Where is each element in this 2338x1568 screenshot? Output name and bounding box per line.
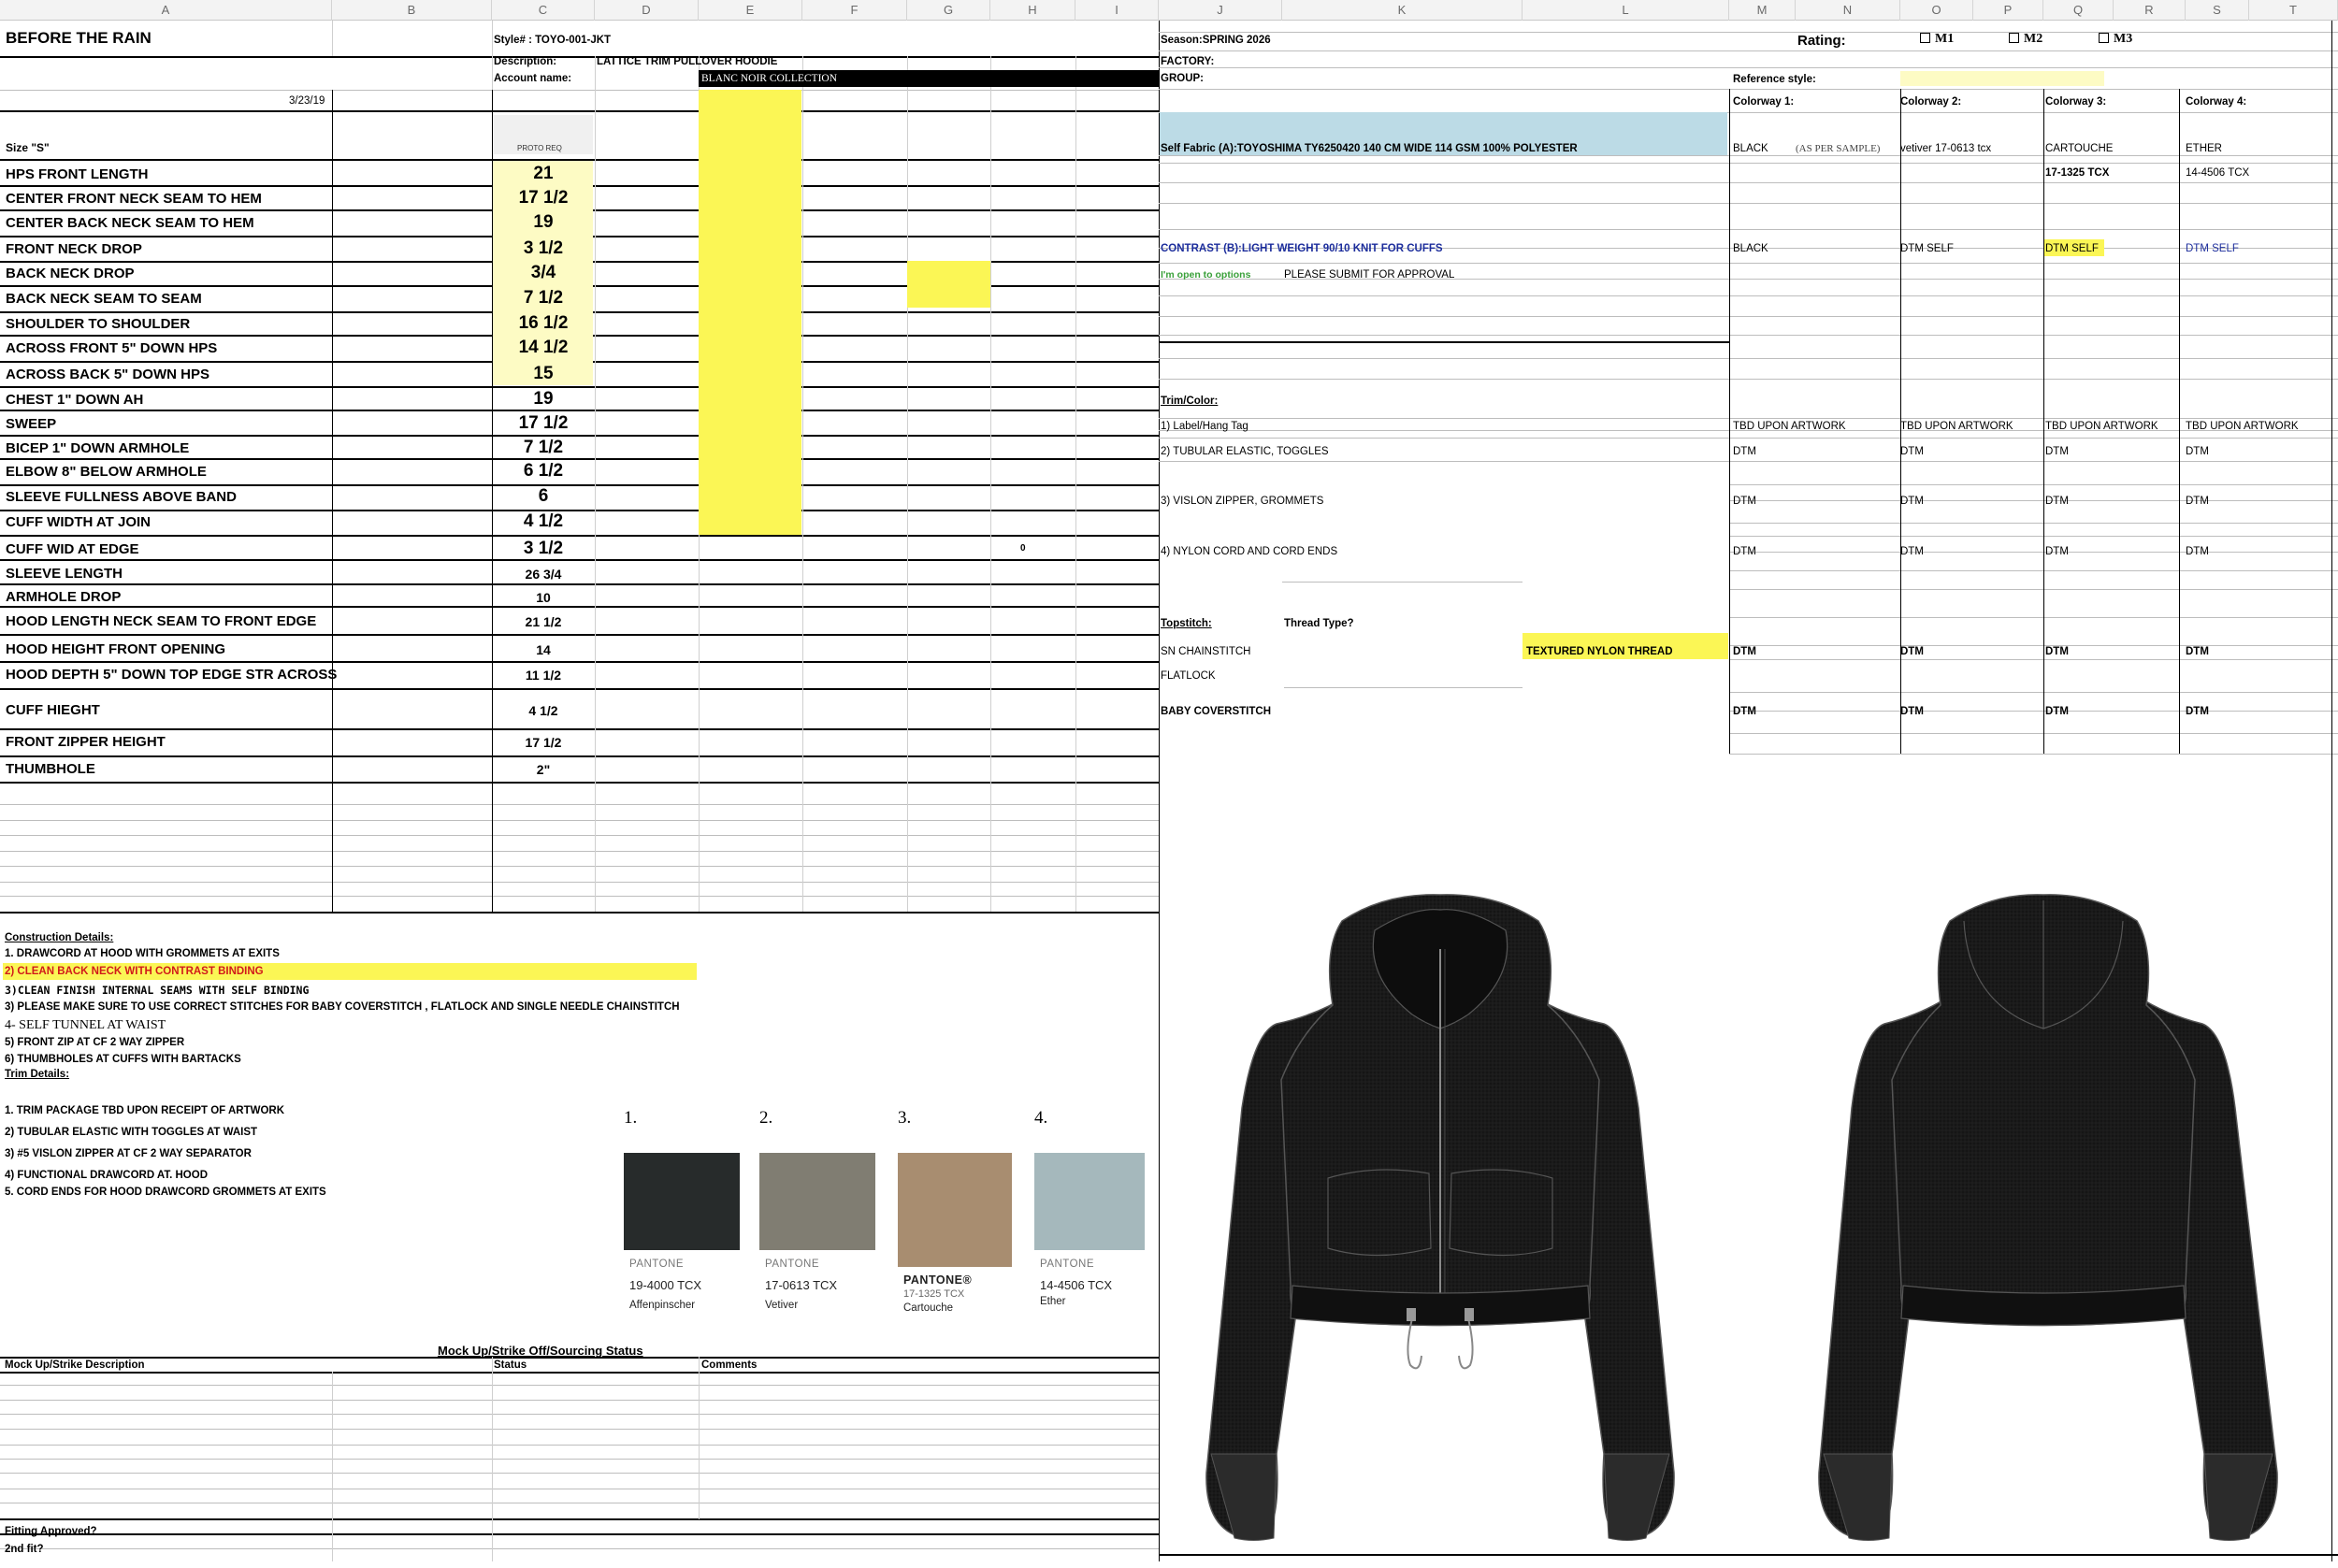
grid-line [0,1459,1159,1460]
measurement-value[interactable]: 6 1/2 [523,461,564,481]
trim-color-value[interactable]: DTM [2045,546,2069,557]
measurement-label: FRONT NECK DROP [6,241,142,257]
topstitch-value[interactable]: DTM [2186,706,2209,717]
grid-line [907,56,908,912]
grid-line [1159,67,2338,68]
grid-line [1729,536,2338,537]
grid-line [1159,341,1730,343]
topstitch-label: SN CHAINSTITCH [1161,646,1251,657]
topstitch-value[interactable]: DTM [1900,646,1924,657]
measurement-label: ELBOW 8" BELOW ARMHOLE [6,464,207,480]
grid-line [0,606,1159,608]
grid-line [1159,89,2338,90]
grid-line [0,851,1159,852]
measurement-label: ACROSS BACK 5" DOWN HPS [6,367,209,382]
grid-line [0,435,1159,437]
color-swatch [1034,1153,1145,1250]
grid-line [1159,418,2338,419]
fabric-color-4: ETHER [2186,143,2222,154]
column-header-c[interactable]: C [492,0,595,21]
grid-line [1159,335,2338,336]
contrast-fabric-label: CONTRAST (B):LIGHT WEIGHT 90/10 KNIT FOR CUFFS [1161,243,1443,254]
rating-label: Rating: [1797,33,1846,49]
grid-line [0,1473,1159,1474]
colorway-header: Colorway 3: [2045,96,2107,108]
trim-color-value[interactable]: DTM [2186,546,2209,557]
measurement-label: CUFF HIEGHT [6,702,100,718]
measurement-label: FRONT ZIPPER HEIGHT [6,734,166,750]
column-header-o[interactable]: O [1900,0,1973,21]
pantone-brand: PANTONE [765,1259,820,1270]
construction-item: 1. DRAWCORD AT HOOD WITH GROMMETS AT EXITS [5,948,280,959]
grid-line [1729,589,2338,590]
trim-color-value[interactable]: TBD UPON ARTWORK [1733,421,1846,432]
grid-line [0,912,1159,913]
pantone-name: Vetiver [765,1300,799,1311]
grid-line [1729,570,2338,571]
column-h-zero: 0 [1020,543,1026,554]
column-header-g[interactable]: G [907,0,990,21]
trim-color-value[interactable]: DTM [1900,496,1924,507]
topstitch-value[interactable]: DTM [1900,706,1924,717]
toggle-icon [1465,1308,1474,1321]
style-number: Style# : TOYO-001-JKT [494,35,612,46]
topstitch-value[interactable]: DTM [2186,646,2209,657]
grid-line [1729,692,2338,693]
contrast-color-2: DTM SELF [1900,243,1954,254]
rating-m1-label: M1 [1935,32,1955,46]
self-fabric-label: Self Fabric (A):TOYOSHIMA TY6250420 140 CM WIDE 114 GSM 100% POLYESTER [1161,143,1578,154]
trim-color-title: Trim/Color: [1161,396,1219,407]
swatch-number: 3. [898,1108,912,1128]
grid-line [1729,89,1730,754]
measurement-value[interactable]: 19 [533,389,554,409]
swatch-number: 1. [624,1108,638,1128]
measurement-label: HOOD DEPTH 5" DOWN TOP EDGE STR ACROSS [6,667,338,683]
construction-title: Construction Details: [5,932,114,943]
grid-line [0,661,1159,663]
measurement-value[interactable]: 17 1/2 [518,413,569,433]
column-header-q[interactable]: Q [2043,0,2114,21]
measurement-label: SLEEVE LENGTH [6,566,123,582]
mockup-title: Mock Up/Strike Off/Sourcing Status [438,1344,643,1358]
grid-line [1159,316,2338,317]
measurement-label: ARMHOLE DROP [6,589,122,605]
grid-line [0,804,1159,805]
grid-line [2331,21,2332,1561]
trim-color-value[interactable]: TBD UPON ARTWORK [1900,421,2013,432]
mockup-comments-header: Comments [701,1359,758,1371]
grid-line [1159,203,2338,204]
grid-line [1729,711,2338,712]
measurement-value[interactable]: 4 1/2 [528,703,558,718]
trim-color-value[interactable]: TBD UPON ARTWORK [2045,421,2158,432]
grid-line [0,1548,1159,1549]
account-value: BLANC NOIR COLLECTION [701,73,838,84]
measurement-label: CENTER FRONT NECK SEAM TO HEM [6,191,262,207]
column-header-e[interactable]: E [699,0,802,21]
grid-line [2043,89,2044,754]
column-header-d[interactable]: D [595,0,699,21]
column-header-l[interactable]: L [1523,0,1729,21]
grid-line [1159,438,2338,439]
toggle-icon [1407,1308,1416,1321]
grid-line [1729,500,2338,501]
measurement-value[interactable]: 10 [536,590,551,605]
trim-color-label: 4) NYLON CORD AND CORD ENDS [1161,546,1338,557]
pantone-code: 19-4000 TCX [629,1278,702,1292]
grid-line [1159,358,2338,359]
measurement-label: BICEP 1" DOWN ARMHOLE [6,440,190,456]
grid-line [802,56,803,912]
grid-line [1075,56,1076,912]
contrast-color-4: DTM SELF [2186,243,2239,254]
pantone-code: 17-1325 TCX [903,1288,965,1300]
measurement-label: CUFF WIDTH AT JOIN [6,514,151,530]
grid-line [1159,461,2338,462]
column-header-p[interactable]: P [1973,0,2043,21]
construction-item: 6) THUMBHOLES AT CUFFS WITH BARTACKS [5,1054,241,1065]
measurement-value[interactable]: 17 1/2 [525,735,562,750]
trim-color-value[interactable]: DTM [2186,446,2209,457]
grid-line [1729,645,2338,646]
group-label: GROUP: [1161,73,1204,84]
thread-type-value[interactable]: TEXTURED NYLON THREAD [1526,646,1673,657]
grid-line [0,1414,1159,1415]
fabric-color-2: vetiver 17-0613 tcx [1900,143,1992,154]
rating-m2-label: M2 [2024,32,2043,46]
grid-line [0,688,1159,690]
trim-color-value[interactable]: DTM [1733,546,1756,557]
grid-line [1729,484,2338,485]
measurement-value[interactable]: 3 1/2 [523,539,564,558]
grid-line [1159,263,2338,264]
grid-line [699,1357,700,1519]
measurement-value[interactable]: 19 [533,212,554,232]
pantone-name: Cartouche [903,1302,954,1314]
construction-item: 3) PLEASE MAKE SURE TO USE CORRECT STITCHES FOR BABY COVERSTITCH , FLATLOCK AND SINGLE NEEDLE CHAINSTITCH [5,1001,680,1013]
construction-item: 4- SELF TUNNEL AT WAIST [5,1018,166,1032]
grid-line [0,1445,1159,1446]
measurement-label: CUFF WID AT EDGE [6,541,139,557]
trim-color-value[interactable]: DTM [2045,496,2069,507]
column-header-a[interactable]: A [0,0,332,21]
pantone-name: Ether [1040,1296,1066,1307]
grid-line [0,896,1159,897]
measurement-value[interactable]: 7 1/2 [523,438,564,457]
grid-line [1159,21,1160,1561]
rating-m2-checkbox[interactable] [2009,33,2042,46]
grid-line [0,1429,1159,1430]
color-swatch [624,1153,740,1250]
highlight-column-e [699,90,801,535]
column-header-h[interactable]: H [990,0,1075,21]
measurement-label: HPS FRONT LENGTH [6,166,149,182]
grid-line [332,1372,333,1561]
measurement-label: ACROSS FRONT 5" DOWN HPS [6,340,218,356]
trim-color-value[interactable]: TBD UPON ARTWORK [2186,421,2299,432]
grid-line [0,386,1159,388]
hoodie-back-sketch [1810,893,2287,1547]
fabric-color-3: CARTOUCHE [2045,143,2114,154]
trim-color-value[interactable]: DTM [1733,446,1756,457]
pantone-brand: PANTONE [629,1259,685,1270]
measurement-value[interactable]: 16 1/2 [518,313,569,333]
reference-highlight [1900,71,2104,86]
grid-line [1282,582,1523,583]
grid-line [1729,552,2338,553]
grid-line [1729,733,2338,734]
measurement-value[interactable]: 7 1/2 [523,288,564,308]
color-swatch [759,1153,875,1250]
checkbox-icon [1920,33,1930,43]
as-per-sample-note: (AS PER SAMPLE) [1796,143,1881,154]
grid-line [0,410,1159,411]
grid-line [0,90,1159,91]
grid-line [1159,155,2338,156]
colorway-header: Colorway 2: [1900,96,1962,108]
description-value: LATTICE TRIM PULLOVER HOODIE [597,56,778,67]
fabric-color-1: BLACK [1733,143,1768,154]
account-label: Account name: [494,73,572,84]
trim-detail-item: 1. TRIM PACKAGE TBD UPON RECEIPT OF ARTWORK [5,1105,284,1116]
reference-style-label: Reference style: [1733,74,1816,85]
trim-detail-item: 3) #5 VISLON ZIPPER AT CF 2 WAY SEPARATOR [5,1148,252,1159]
grid-line [492,21,493,90]
pantone-name: Affenpinscher [629,1300,696,1311]
column-header-k[interactable]: K [1282,0,1523,21]
trim-detail-item: 4) FUNCTIONAL DRAWCORD AT. HOOD [5,1170,209,1181]
grid-line [332,21,333,56]
measurement-label: HOOD LENGTH NECK SEAM TO FRONT EDGE [6,613,317,629]
proto-req-label: PROTO REQ [517,144,562,152]
column-header-f[interactable]: F [802,0,907,21]
measurement-value[interactable]: 4 1/2 [523,511,564,531]
construction-item: 5) FRONT ZIP AT CF 2 WAY ZIPPER [5,1037,185,1048]
trim-color-value[interactable]: DTM [2045,446,2069,457]
measurement-value[interactable]: 14 1/2 [518,338,569,357]
grid-line [1159,379,2338,380]
column-header-n[interactable]: N [1796,0,1900,21]
topstitch-title: Topstitch: [1161,618,1212,629]
trim-color-value[interactable]: DTM [1900,446,1924,457]
grid-line [0,835,1159,836]
second-fit-label: 2nd fit? [5,1544,44,1555]
grid-line [1159,1554,2338,1556]
grid-line [1729,754,2338,755]
color-swatch [898,1153,1012,1267]
trim-color-label: 3) VISLON ZIPPER, GROMMETS [1161,496,1324,507]
grid-line [1729,659,2338,660]
fitting-approved-label: Fitting Approved? [5,1526,97,1537]
column-header-j[interactable]: J [1159,0,1282,21]
size-label: Size "S" [6,141,50,154]
contrast-color-1: BLACK [1733,243,1768,254]
column-header-m[interactable]: M [1729,0,1796,21]
column-header-r[interactable]: R [2114,0,2186,21]
measurement-value[interactable]: 21 [533,164,554,183]
colorway-header: Colorway 1: [1733,96,1795,108]
measurement-value[interactable]: 6 [538,486,549,506]
grid-line [0,1533,1159,1535]
trim-color-label: 1) Label/Hang Tag [1161,421,1248,432]
grid-line [0,634,1159,636]
pantone-brand: PANTONE [1040,1259,1095,1270]
trim-color-value[interactable]: DTM [1733,496,1756,507]
column-header-b[interactable]: B [332,0,492,21]
grid-line [0,1518,1159,1520]
fabric-code-4: 14-4506 TCX [2186,167,2250,179]
mockup-desc-header: Mock Up/Strike Description [5,1359,145,1371]
trim-color-label: 2) TUBULAR ELASTIC, TOGGLES [1161,446,1329,457]
contrast-color-3: DTM SELF [2045,243,2099,254]
grid-line [0,1400,1159,1401]
measurement-value[interactable]: 15 [533,364,554,383]
topstitch-label: FLATLOCK [1161,670,1216,682]
grid-line [332,90,333,912]
topstitch-value[interactable]: DTM [1733,646,1756,657]
measurement-value[interactable]: 21 1/2 [525,614,562,629]
grid-line [0,728,1159,730]
grid-line [990,56,991,912]
measurement-label: BACK NECK SEAM TO SEAM [6,291,202,307]
trim-color-value[interactable]: DTM [1900,546,1924,557]
colorway-header: Colorway 4: [2186,96,2247,108]
grid-line [0,535,1159,537]
grid-line [0,110,1159,112]
trim-detail-item: 5. CORD ENDS FOR HOOD DRAWCORD GROMMETS AT EXITS [5,1187,326,1198]
season: Season:SPRING 2026 [1161,35,1271,46]
swatch-number: 4. [1034,1108,1048,1128]
measurement-label: THUMBHOLE [6,761,95,777]
brand-name: BEFORE THE RAIN [6,29,152,47]
highlight-cell-g [907,261,990,308]
grid-line [1159,295,2338,296]
grid-line [1159,50,2338,51]
grid-line [0,583,1159,585]
pantone-brand: PANTONE® [903,1273,973,1287]
hoodie-front-sketch [1188,893,1693,1547]
rating-m1-checkbox[interactable] [1920,33,1954,46]
description-label: Description: [494,56,557,67]
rating-m3-label: M3 [2114,32,2133,46]
grid-line [595,56,596,912]
fabric-code-3: 17-1325 TCX [2045,167,2110,179]
column-header-s[interactable]: S [2186,0,2249,21]
column-header-i[interactable]: I [1075,0,1159,21]
swatch-number: 2. [759,1108,773,1128]
topstitch-value[interactable]: DTM [2045,646,2069,657]
checkbox-icon [2009,33,2019,43]
grid-line [0,559,1159,561]
measurement-label: SWEEP [6,416,57,432]
topstitch-value[interactable]: DTM [2045,706,2069,717]
grid-line [1159,182,2338,183]
grid-line [0,1385,1159,1386]
trim-color-value[interactable]: DTM [2186,496,2209,507]
open-to-options-note: I'm open to options [1161,269,1251,281]
trim-details-title: Trim Details: [5,1069,70,1080]
grid-line [0,458,1159,460]
grid-line [492,1357,493,1561]
measurement-label: HOOD HEIGHT FRONT OPENING [6,641,226,657]
rating-m3-checkbox[interactable] [2099,33,2132,46]
thread-type-label: Thread Type? [1284,618,1354,629]
measurement-label: CENTER BACK NECK SEAM TO HEM [6,215,254,231]
construction-item: 3)CLEAN FINISH INTERNAL SEAMS WITH SELF BINDING [5,984,310,997]
measurement-label: SLEEVE FULLNESS ABOVE BAND [6,489,237,505]
grid-line [1729,523,2338,524]
column-header-t[interactable]: T [2249,0,2338,21]
measurement-label: CHEST 1" DOWN AH [6,392,144,408]
grid-line [0,866,1159,867]
grid-line [0,56,1159,58]
measurement-value[interactable]: 17 1/2 [518,188,569,208]
pantone-code: 17-0613 TCX [765,1278,838,1292]
measurement-value[interactable]: 11 1/2 [525,668,562,683]
measurement-label: BACK NECK DROP [6,266,135,281]
trim-detail-item: 2) TUBULAR ELASTIC WITH TOGGLES AT WAIST [5,1127,258,1138]
grid-line [0,882,1159,883]
checkbox-icon [2099,33,2109,43]
please-submit-note: PLEASE SUBMIT FOR APPROVAL [1284,269,1455,281]
pantone-code: 14-4506 TCX [1040,1278,1113,1292]
grid-line [0,820,1159,821]
measurement-value[interactable]: 26 3/4 [525,567,562,582]
factory-label: FACTORY: [1161,56,1215,67]
grid-line [1159,163,2338,164]
grid-line [1159,229,2338,230]
column-header-bar [0,0,2338,21]
topstitch-value[interactable]: DTM [1733,706,1756,717]
construction-item: 2) CLEAN BACK NECK WITH CONTRAST BINDING [5,966,264,977]
measurement-value[interactable]: 3 1/2 [523,238,564,258]
measurement-value[interactable]: 2" [536,762,551,777]
measurement-value[interactable]: 3/4 [530,263,556,282]
grid-line [1729,617,2338,618]
topstitch-label: BABY COVERSTITCH [1161,706,1271,717]
grid-line [0,782,1159,784]
grid-line [2179,89,2180,754]
grid-line [0,1372,1159,1374]
mockup-status-header: Status [494,1359,527,1371]
measurement-label: SHOULDER TO SHOULDER [6,316,191,332]
grid-line [1159,32,2338,33]
sheet-date: 3/23/19 [289,95,325,107]
measurement-value[interactable]: 14 [536,642,551,657]
grid-line [1284,687,1523,688]
grid-line [0,755,1159,757]
